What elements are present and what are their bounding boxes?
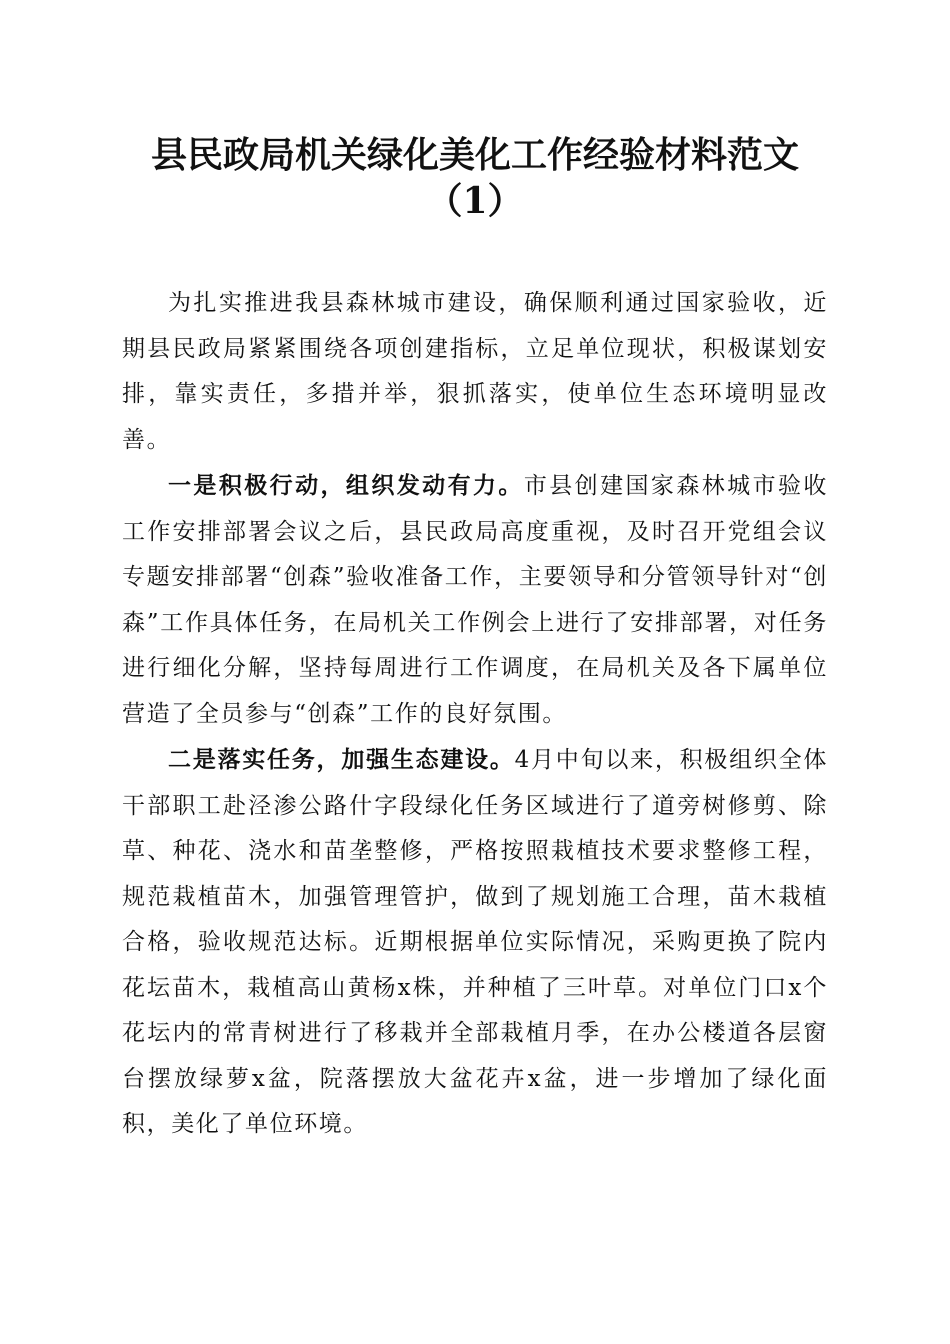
paragraph-lead: 二是落实任务，加强生态建设。 [168,746,515,773]
paragraph-lead: 一是积极行动，组织发动有力。 [168,472,524,499]
title-line-2: （1） [426,180,524,222]
paragraph-text: 为扎实推进我县森林城市建设，确保顺利通过国家验收，近期县民政局紧紧围绕各项创建指标，立足单位现状，积极谋划安排，靠实责任，多措并举，狠抓落实，使单位生态环境明显改善。 [122,290,828,453]
paragraph-text: 4月中旬以来，积极组织全体干部职工赴泾渗公路什字段绿化任务区域进行了道旁树修剪、除草、种花、浇水和苗垄整修，严格按照栽植技术要求整修工程，规范栽植苗木，加强管理管护，做到了规划施工合理，苗木栽植合格，验收规范达标。近期根据单位实际情况，采购更换了院内花坛苗木，栽植高山黄杨x株，并种植了三叶草。对单位门口x个花坛内的常青树进行了移栽并全部栽植月季，在办公楼道各层窗台摆放绿萝x盆，院落摆放大盆花卉x盆，进一步增加了绿化面积，美化了单位环境。 [122,747,828,1137]
paragraph-text: 市县创建国家森林城市验收工作安排部署会议之后，县民政局高度重视，及时召开党组会议专题安排部署“创森”验收准备工作，主要领导和分管领导针对“创森”工作具体任务，在局机关工作例会上进行了安排部署，对任务进行细化分解，坚持每周进行工作调度，在局机关及各下属单位营造了全员参与“创森”工作的良好氛围。 [122,473,829,727]
document-body [122,280,828,1148]
paragraph-point-2 [122,737,828,1148]
paragraph-point-1 [122,463,828,737]
title-line-1: 县民政局机关绿化美化工作经验材料范文 [150,134,799,176]
paragraph-intro [122,280,828,463]
document-title [122,132,828,224]
